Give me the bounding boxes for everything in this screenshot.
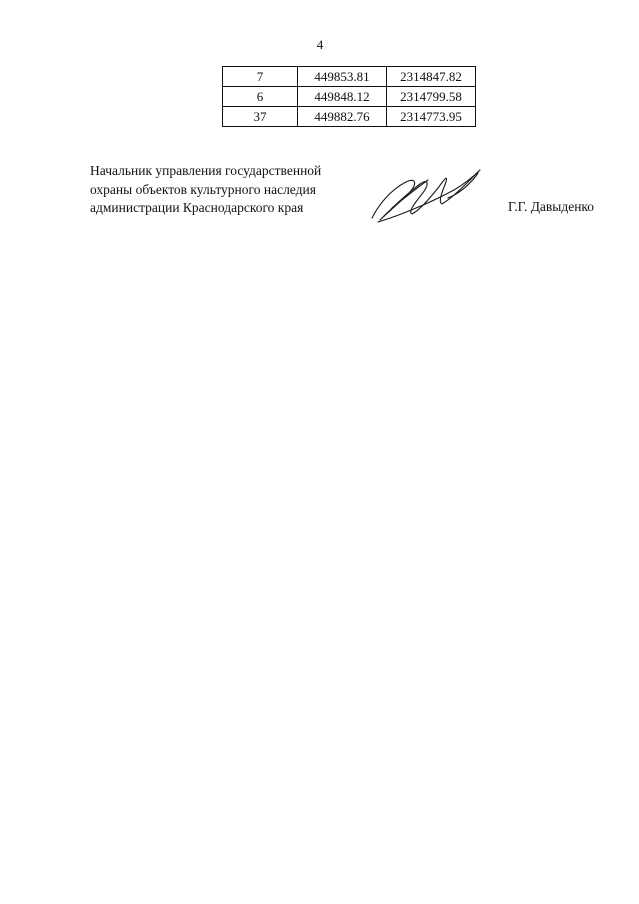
page-number: 4 — [316, 37, 324, 52]
table-row — [223, 87, 476, 107]
x-coordinate-cell: 449848.12 — [298, 87, 387, 107]
table-row — [223, 67, 476, 87]
x-coordinate-cell: 449882.76 — [298, 107, 387, 127]
signer-position-line: Начальник управления государственной — [90, 163, 322, 178]
point-number-cell: 7 — [223, 67, 298, 87]
table-row — [223, 107, 476, 127]
coordinates-table — [222, 66, 476, 127]
point-number-cell: 37 — [223, 107, 298, 127]
handwritten-signature — [368, 160, 486, 226]
y-coordinate-cell: 2314847.82 — [387, 67, 476, 87]
point-number-cell: 6 — [223, 87, 298, 107]
signer-position-line: администрации Краснодарского края — [90, 200, 304, 215]
y-coordinate-cell: 2314773.95 — [387, 107, 476, 127]
signer-position-line: охраны объектов культурного наследия — [90, 181, 316, 197]
x-coordinate-cell: 449853.81 — [298, 67, 387, 87]
y-coordinate-cell: 2314799.58 — [387, 87, 476, 107]
signer-name: Г.Г. Давыденко — [508, 199, 595, 214]
signer-position — [90, 162, 321, 218]
